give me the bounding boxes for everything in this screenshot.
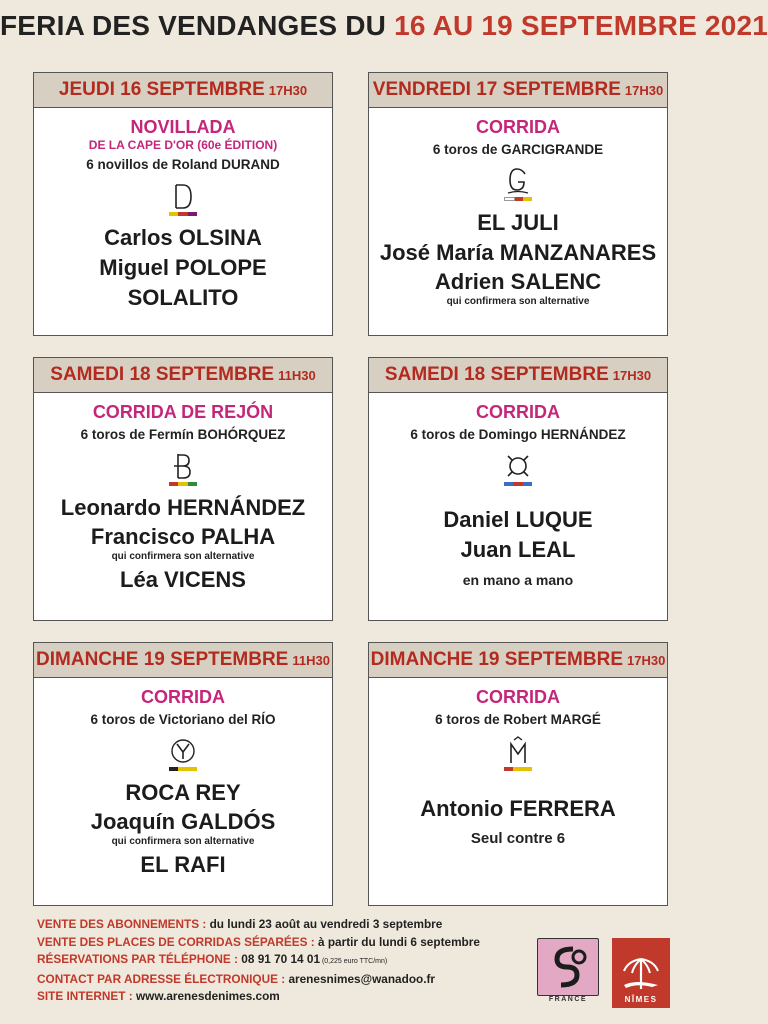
matador: Leonardo HERNÁNDEZ bbox=[60, 495, 306, 520]
title-part1: FERIA DES VENDANGES DU bbox=[0, 10, 387, 41]
nimes-logo-caption: NÎMES bbox=[624, 995, 658, 1004]
ser-logo bbox=[537, 938, 599, 996]
event-time: 11H30 bbox=[292, 653, 330, 668]
page-title bbox=[0, 10, 768, 42]
event-header bbox=[34, 358, 332, 393]
event-time: 17H30 bbox=[612, 368, 652, 383]
email-link[interactable]: arenesnimes@wanadoo.fr bbox=[285, 971, 436, 986]
info-line-phone bbox=[37, 951, 507, 971]
event-type: CORRIDA bbox=[141, 687, 225, 707]
info-line-subscriptions bbox=[37, 916, 507, 934]
event-type: CORRIDA bbox=[476, 402, 560, 422]
matador: Antonio FERRERA bbox=[420, 796, 616, 821]
ganaderia-brand-icon bbox=[163, 736, 203, 776]
matador: Francisco PALHA bbox=[90, 524, 276, 549]
ser-logo-icon bbox=[543, 943, 593, 991]
matador: Joaquín GALDÓS bbox=[90, 809, 276, 834]
event-note: en mano a mano bbox=[462, 572, 574, 588]
matador: Miguel POLOPE bbox=[99, 255, 267, 280]
ganaderia: 6 toros de Victoriano del RÍO bbox=[90, 712, 276, 727]
matador: Léa VICENS bbox=[120, 567, 246, 592]
matador: Daniel LUQUE bbox=[443, 507, 593, 532]
matador-note: qui confirmera son alternative bbox=[111, 836, 255, 847]
matador: Juan LEAL bbox=[460, 537, 576, 562]
event-card-2 bbox=[368, 72, 668, 336]
ganaderia-brand-icon bbox=[163, 451, 203, 491]
event-type: CORRIDA bbox=[476, 687, 560, 707]
event-type: CORRIDA DE REJÓN bbox=[92, 402, 274, 422]
event-type: CORRIDA bbox=[476, 117, 560, 137]
event-card-6 bbox=[368, 642, 668, 906]
event-time: 17H30 bbox=[627, 653, 666, 668]
matador: EL RAFI bbox=[140, 852, 226, 877]
matador: José María MANZANARES bbox=[379, 240, 657, 265]
matador: SOLALITO bbox=[127, 285, 239, 310]
matador: Adrien SALENC bbox=[434, 269, 602, 294]
matador: ROCA REY bbox=[125, 780, 241, 805]
ganaderia: 6 toros de Domingo HERNÁNDEZ bbox=[410, 427, 626, 442]
ticket-info bbox=[37, 916, 507, 1006]
event-note: Seul contre 6 bbox=[470, 830, 566, 847]
event-day: SAMEDI 18 SEPTEMBRE bbox=[50, 364, 275, 385]
info-label: CONTACT PAR ADRESSE ÉLECTRONIQUE : bbox=[37, 971, 286, 986]
event-day: VENDREDI 17 SEPTEMBRE bbox=[372, 79, 621, 100]
event-card-3 bbox=[33, 357, 333, 621]
event-header bbox=[369, 358, 667, 393]
ganaderia: 6 toros de GARCIGRANDE bbox=[432, 142, 604, 157]
ganaderia-brand-icon bbox=[498, 166, 538, 206]
info-line-email bbox=[37, 971, 507, 989]
event-card-1 bbox=[33, 72, 333, 336]
ganaderia: 6 novillos de Roland DURAND bbox=[86, 157, 280, 172]
info-label: VENTE DES ABONNEMENTS : bbox=[37, 917, 207, 931]
event-day: JEUDI 16 SEPTEMBRE bbox=[58, 79, 265, 100]
title-dates: 16 AU 19 SEPTEMBRE 2021 bbox=[394, 10, 768, 41]
matador: EL JULI bbox=[477, 210, 559, 235]
ganaderia-brand-icon bbox=[163, 181, 203, 221]
phone-number[interactable]: 08 91 70 14 01 bbox=[238, 952, 321, 967]
event-header bbox=[369, 73, 667, 108]
event-card-5 bbox=[33, 642, 333, 906]
event-header bbox=[369, 643, 667, 678]
info-label: SITE INTERNET : bbox=[37, 989, 133, 1004]
info-label: RÉSERVATIONS PAR TÉLÉPHONE : bbox=[37, 952, 239, 967]
event-day: SAMEDI 18 SEPTEMBRE bbox=[384, 364, 609, 385]
website-link[interactable]: www.arenesdenimes.com bbox=[132, 989, 280, 1004]
event-time: 17H30 bbox=[268, 83, 308, 98]
info-line-single-tickets bbox=[37, 934, 507, 952]
ganaderia: 6 toros de Fermín BOHÓRQUEZ bbox=[80, 427, 286, 442]
nimes-logo bbox=[612, 938, 670, 1008]
event-type: NOVILLADA bbox=[130, 117, 236, 137]
event-day: DIMANCHE 19 SEPTEMBRE bbox=[370, 649, 623, 670]
info-text: du lundi 23 août au vendredi 3 septembre bbox=[206, 917, 443, 931]
matador-note: qui confirmera son alternative bbox=[446, 296, 590, 307]
event-time: 11H30 bbox=[278, 368, 316, 383]
event-header bbox=[34, 73, 332, 108]
phone-price: (0,225 euro TTC/mn) bbox=[320, 958, 388, 966]
info-label: VENTE DES PLACES DE CORRIDAS SÉPARÉES : bbox=[37, 934, 315, 949]
ganaderia: 6 toros de Robert MARGÉ bbox=[435, 712, 601, 727]
event-time: 17H30 bbox=[624, 83, 664, 98]
event-subtitle: DE LA CAPE D'OR (60e ÉDITION) bbox=[88, 138, 278, 152]
crocodile-palm-icon bbox=[618, 955, 664, 995]
event-card-4 bbox=[368, 357, 668, 621]
event-header bbox=[34, 643, 332, 678]
event-day: DIMANCHE 19 SEPTEMBRE bbox=[36, 649, 289, 670]
ganaderia-brand-icon bbox=[498, 736, 538, 776]
ser-logo-caption: FRANCE bbox=[548, 996, 588, 1003]
matador: Carlos OLSINA bbox=[104, 225, 262, 250]
matador-note: qui confirmera son alternative bbox=[111, 551, 255, 562]
info-line-website bbox=[37, 988, 507, 1006]
ganaderia-brand-icon bbox=[498, 451, 538, 491]
info-text: à partir du lundi 6 septembre bbox=[314, 934, 480, 949]
